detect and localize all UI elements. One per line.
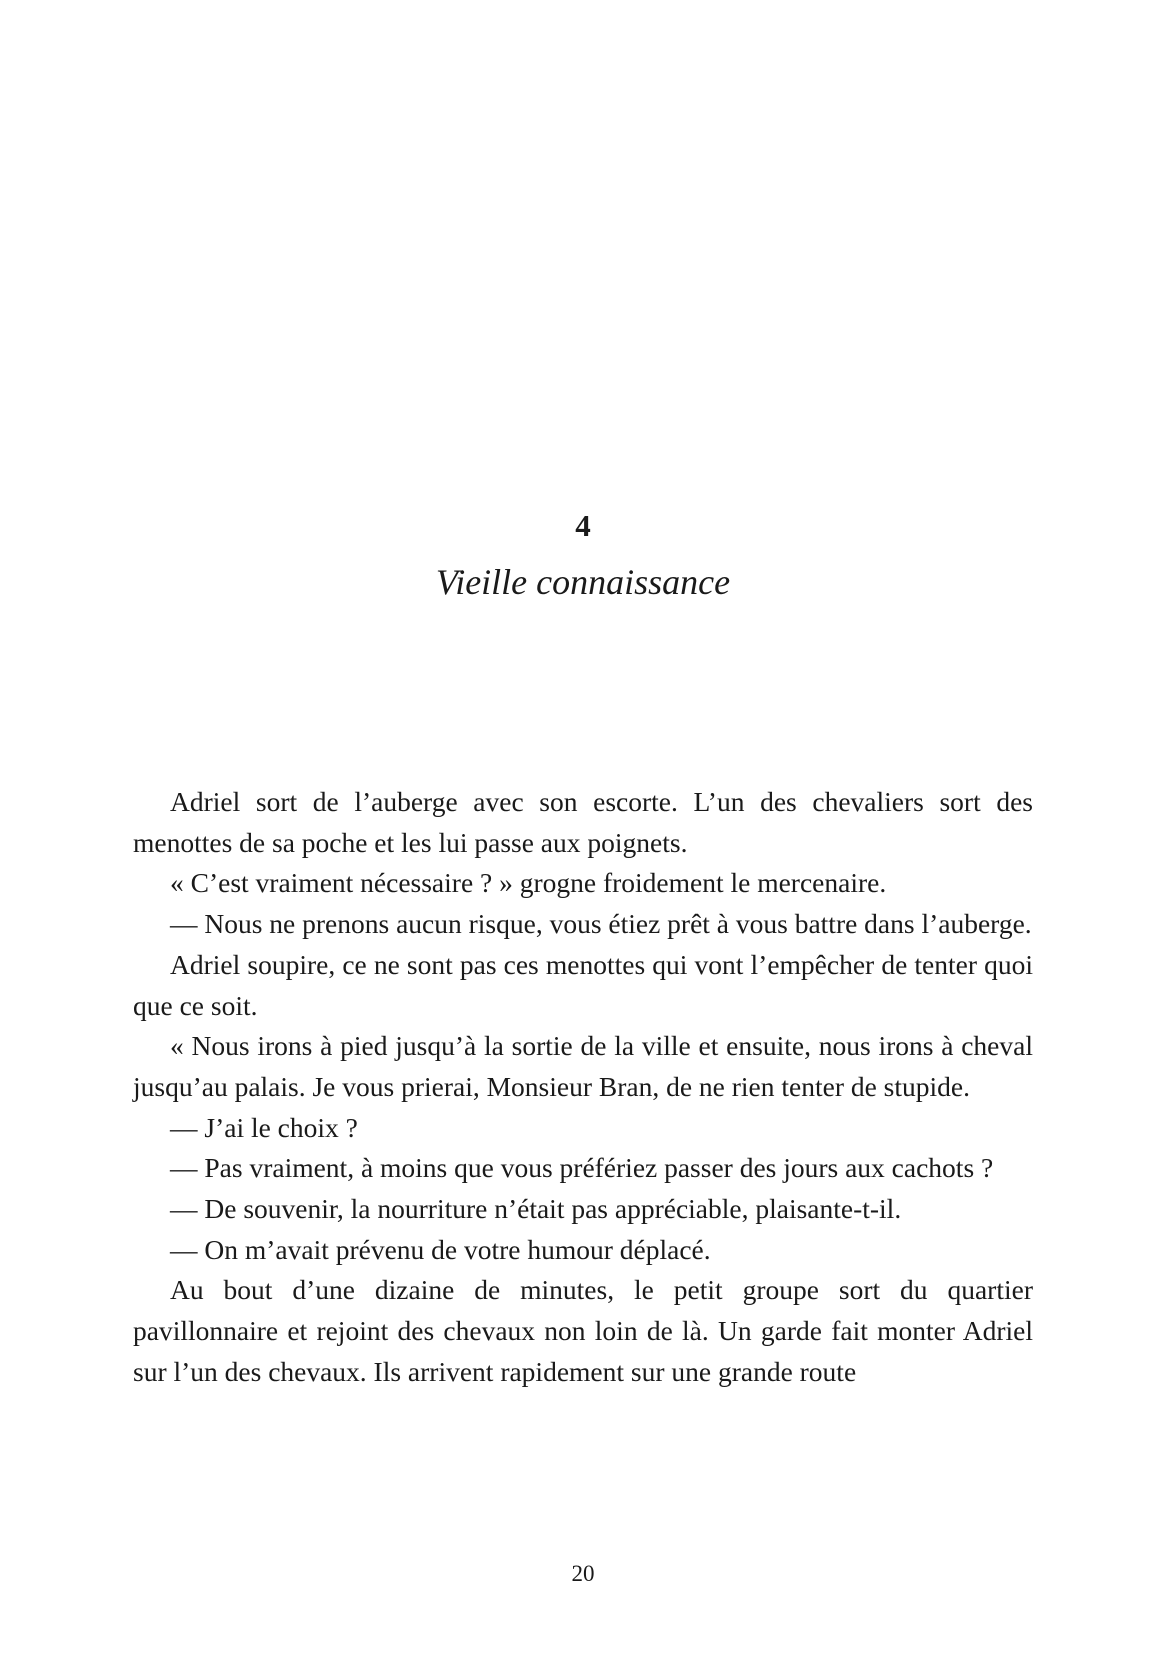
chapter-number: 4: [575, 508, 591, 543]
page-number: 20: [571, 1561, 595, 1586]
paragraph: Adriel soupire, ce ne sont pas ces menottes qui vont l’empêcher de tenter quoi que ce soit.: [133, 948, 1033, 1021]
paragraph: — Pas vraiment, à moins que vous préfériez passer des jours aux cachots ?: [170, 1152, 994, 1184]
body-text: [133, 782, 1033, 1393]
paragraph: — De souvenir, la nourriture n’était pas appréciable, plaisante-t-il.: [170, 1193, 902, 1225]
paragraph: Adriel sort de l’auberge avec son escorte. L’un des chevaliers sort des menottes de sa poche et les lui passe aux poignets.: [133, 786, 1033, 858]
paragraph: — On m’avait prévenu de votre humour déplacé.: [170, 1233, 711, 1265]
chapter-title: Vieille connaissance: [435, 562, 731, 602]
paragraph: « C’est vraiment nécessaire ? » grogne froidement le mercenaire.: [170, 867, 887, 899]
paragraph: — Nous ne prenons aucun risque, vous étiez prêt à vous battre dans l’auberge.: [170, 908, 1032, 940]
paragraph: Au bout d’une dizaine de minutes, le petit groupe sort du quartier pavillonnaire et rejoint des chevaux non loin de là. Un garde fait monter Adriel sur l’un des chevaux. Ils arrivent rapidement sur une grande route: [133, 1274, 1033, 1387]
paragraph: « Nous irons à pied jusqu’à la sortie de la ville et ensuite, nous irons à cheval jusqu’au palais. Je vous prierai, Monsieur Bran, de ne rien tenter de stupide.: [133, 1030, 1033, 1102]
paragraph: — J’ai le choix ?: [170, 1111, 358, 1143]
